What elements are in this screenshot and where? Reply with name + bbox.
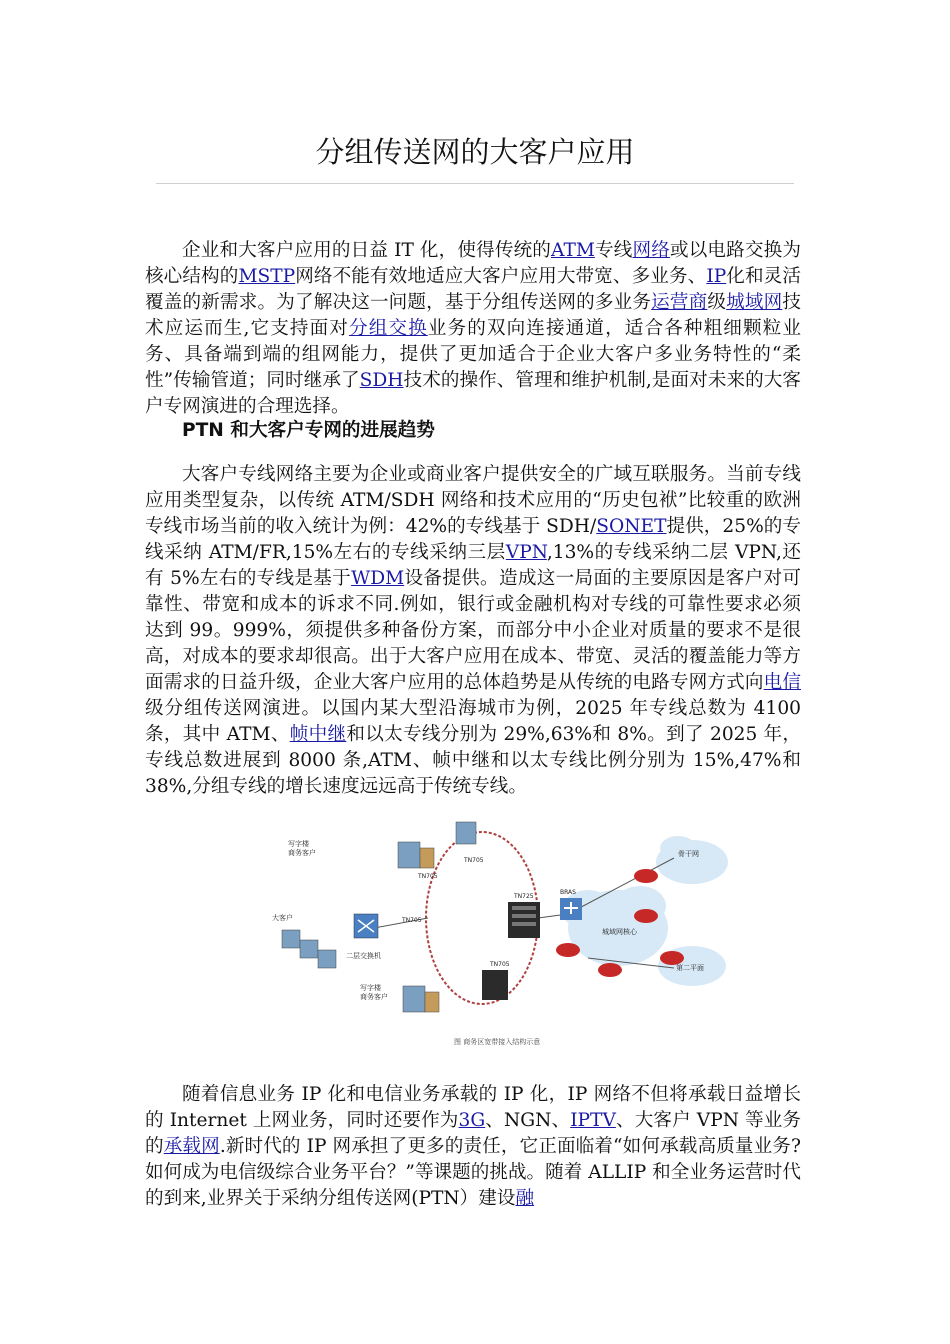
label-office-top: 写字楼商务客户 (288, 840, 316, 857)
paragraph-text: 和以太专线分别为 29%,63%和 8%。到了 2025 年，专线总数进展到 8000 条,ATM、帧中继和以太专线比例分别为 15%,47%和 38%,分组专线的增长速度远远高于传统专线。 (145, 724, 801, 797)
router-icon (634, 869, 658, 883)
paragraph-text: 或以电路交换为核心结构的 (145, 240, 801, 287)
paragraph-text: 提供，25%的专线采纳 ATM/FR,15%左右的专线采纳三层 (145, 516, 801, 563)
paragraph-text: 化和灵活覆盖的新需求。为了解决这一问题，基于分组传送网的多业务 (145, 266, 801, 313)
tn725-node-icon (508, 902, 540, 938)
inline-link[interactable]: IP (706, 266, 727, 287)
inline-link[interactable]: WDM (351, 568, 405, 589)
label-tn705: TN705 (464, 857, 484, 864)
paragraph-trend (145, 462, 801, 800)
big-customer-building-icon (282, 930, 336, 968)
paragraph-text: 设备提供。造成这一局面的主要原因是客户对可靠性、带宽和成本的诉求不同.例如，银行或金融机构对专线的可靠性要求必须达到 99。999%，须提供多种备份方案，而部分中小企业对质量的要求不是很高，对成本的要求却很高。出于大客户应用在成本、带宽、灵活的覆盖能力等方面需求的日益升级，企业大客户应用的总体趋势是从传统的电路专网方式向 (145, 568, 801, 693)
inline-link[interactable]: 帧中继 (289, 724, 347, 745)
paragraph-text: 随着信息业务 IP 化和电信业务承载的 IP 化，IP 网络不但将承载日益增长的 Internet 上网业务，同时还要作为 (145, 1084, 801, 1131)
inline-link[interactable]: VPN (505, 542, 547, 563)
router-icon (556, 943, 580, 957)
label-backbone: 骨干网 (678, 850, 699, 858)
label-tn725: TN725 (514, 893, 534, 900)
inline-link[interactable]: ATM (551, 240, 595, 261)
label-metro-core: 城域网核心 (602, 928, 637, 936)
inline-link[interactable]: 承载网 (163, 1136, 220, 1157)
paragraph-text: 大客户专线网络主要为企业或商业客户提供安全的广域互联服务。当前专线应用类型复杂，以传统 ATM/SDH 网络和技术应用的“历史包袱”比较重的欧洲专线市场当前的收入统计为例：42%的专线基于 SDH/ (145, 464, 801, 537)
router-icon (598, 963, 622, 977)
label-tn705: TN705 (418, 873, 438, 880)
inline-link[interactable]: 3G (458, 1110, 486, 1131)
inline-link[interactable]: 运营商 (651, 292, 708, 313)
router-icon (660, 951, 684, 965)
paragraph-text: 、NGN、 (485, 1110, 571, 1131)
inline-link[interactable]: MSTP (238, 266, 296, 287)
backbone-cloud (656, 836, 728, 884)
paragraph-text: 网络不能有效地适应大客户应用大带宽、多业务、 (295, 266, 707, 287)
inline-link[interactable]: 城域网 (726, 292, 783, 313)
paragraph-text: 级 (707, 292, 727, 313)
office-building-icon (403, 986, 439, 1012)
paragraph-text: 企业和大客户应用的日益 IT 化，使得传统的 (182, 240, 552, 261)
inline-link[interactable]: 融 (515, 1188, 535, 1209)
inline-link[interactable]: SONET (596, 516, 667, 537)
paragraph-text: 级分组传送网演进。以国内某大型沿海城市为例，2025 年专线总数为 4100 条，其中 ATM、 (145, 698, 801, 745)
figure-caption: 图 商务区宽带接入结构示意 (454, 1038, 541, 1046)
office-building-icon (456, 822, 476, 844)
label-tn705: TN705 (490, 961, 510, 968)
bras-icon (560, 898, 582, 920)
layer2-switch-icon (354, 914, 378, 938)
label-switch: 二层交换机 (346, 952, 381, 960)
paragraph-text: 技术应运而生,它支持面对 (145, 292, 801, 339)
paragraph-text: 专线 (594, 240, 633, 261)
label-office-bottom: 写字楼商务客户 (360, 984, 388, 1001)
paragraph-ip (145, 1082, 801, 1212)
network-diagram-svg (268, 818, 730, 1050)
paragraph-text: 技术的操作、管理和维护机制,是面对未来的大客户专网演进的合理选择。 (145, 370, 801, 417)
label-bras: BRAS (560, 889, 576, 896)
label-big-customer: 大客户 (272, 914, 293, 922)
inline-link[interactable]: IPTV (570, 1110, 616, 1131)
paragraph-text: .新时代的 IP 网承担了更多的责任，它正面临着“如何承载高质量业务?如何成为电信级综合业务平台？”等课题的挑战。随着 ALLIP 和全业务运营时代的到来,业界关于采纳分组传送网(PTN）建设 (145, 1136, 801, 1209)
inline-link[interactable]: SDH (359, 370, 404, 391)
paragraph-text: ,13%的专线采纳二层 VPN,还有 5%左右的专线是基于 (145, 542, 802, 589)
inline-link[interactable]: 网络 (632, 240, 670, 261)
paragraph-intro (145, 238, 801, 420)
label-tn705: TN705 (402, 917, 422, 924)
network-diagram (268, 818, 730, 1050)
inline-link[interactable]: 分组交换 (349, 318, 428, 339)
inline-link[interactable]: 电信 (763, 672, 801, 693)
paragraph-text: 、大客户 VPN 等业务的 (145, 1110, 801, 1157)
paragraph-text: 业务的双向连接通道，适合各种粗细颗粒业务、具备端到端的组网能力，提供了更加适合于企业大客户多业务特性的“柔性”传输管道；同时继承了 (145, 318, 801, 391)
router-icon (634, 909, 658, 923)
page-title: 分组传送网的大客户应用 (315, 135, 635, 169)
section-heading: PTN 和大客户专网的进展趋势 (182, 420, 435, 441)
label-second-plane: 第二平面 (676, 964, 704, 972)
tn705-node-icon (482, 970, 508, 1000)
title-divider (156, 183, 794, 184)
office-building-icon (398, 842, 434, 868)
